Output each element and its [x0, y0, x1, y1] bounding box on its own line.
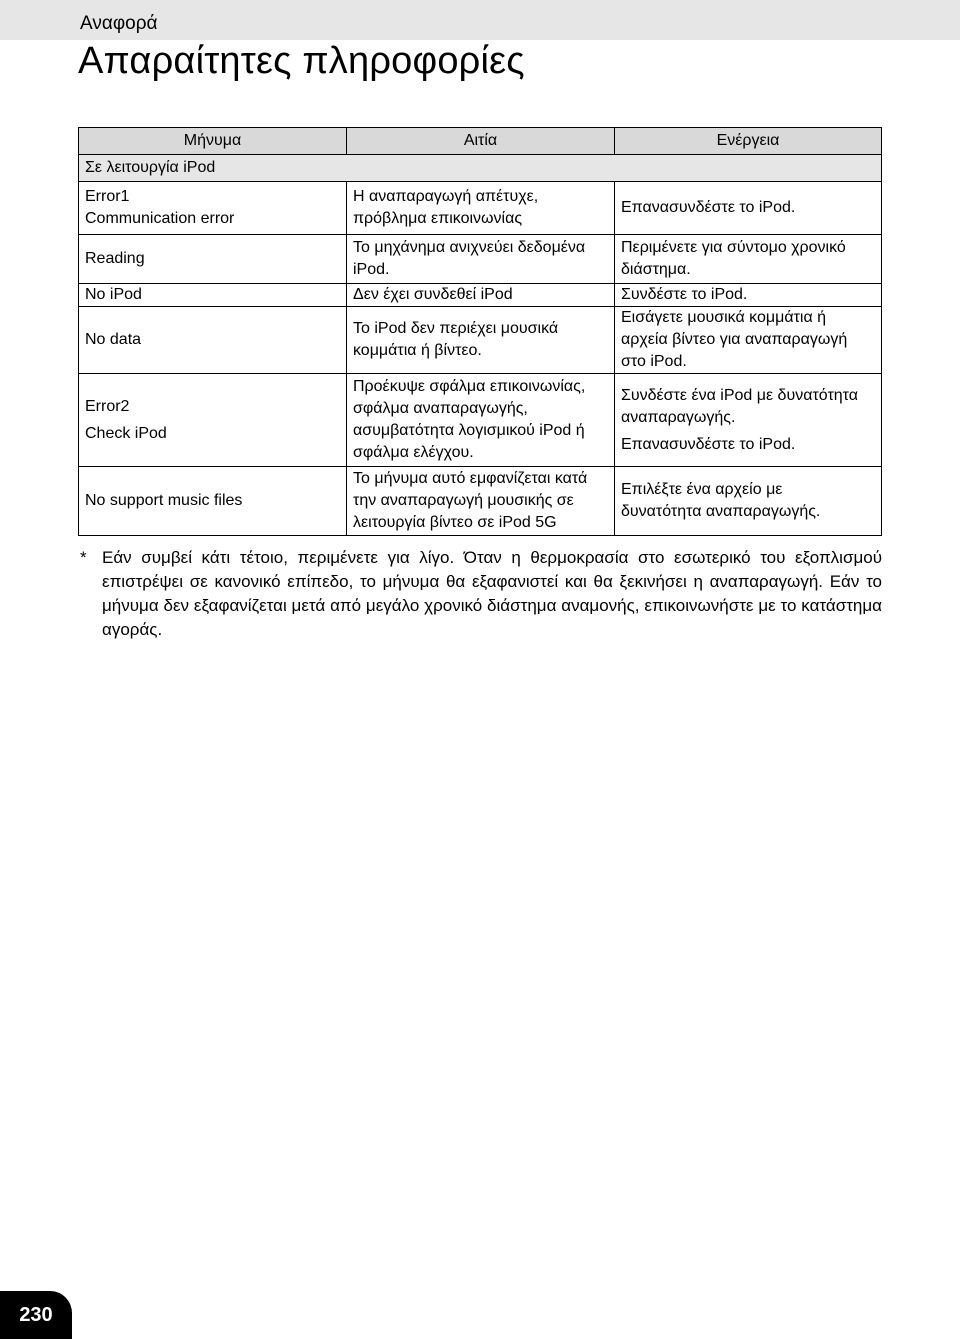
action-text: Επανασυνδέστε το iPod.	[621, 435, 796, 453]
section-label: Αναφορά	[80, 13, 158, 34]
page-number: 230	[0, 1291, 72, 1339]
table-row	[79, 182, 882, 235]
footnote-text: Εάν συμβεί κάτι τέτοιο, περιμένετε για λίγο. Όταν η θερμοκρασία στο εσωτερικό του εξοπλισμού επιστρέψει σε κανονικό επίπεδο, το μήνυμα θα εξαφανιστεί και θα ξεκινήσει η αναπαραγωγή. Εάν το μήνυμα δεν εξαφανίζεται μετά από μεγάλο χρονικό διάστημα αναμονής, επικοινωνήστε με το κατάστημα αγοράς.	[102, 548, 882, 639]
cause-cell	[347, 374, 615, 467]
column-header-cause: Αιτία	[347, 128, 615, 155]
cause-text: σφάλμα αναπαραγωγής,	[353, 400, 528, 417]
cause-text: πρόβλημα επικοινωνίας	[353, 210, 523, 227]
action-text: στο iPod.	[621, 353, 687, 370]
cause-text: κομμάτια ή βίντεο.	[353, 342, 482, 359]
action-cell	[615, 374, 882, 467]
message-cell	[79, 182, 347, 235]
action-cell	[615, 182, 882, 235]
footnote-marker: *	[80, 548, 87, 567]
column-header-message: Μήνυμα	[79, 128, 347, 155]
cause-cell	[347, 235, 615, 284]
message-text: No iPod	[85, 286, 142, 303]
message-text: No support music files	[85, 492, 243, 509]
cause-cell	[347, 307, 615, 374]
column-header-action: Ενέργεια	[615, 128, 882, 155]
action-text: αρχεία βίντεο για αναπαραγωγή	[621, 331, 848, 348]
table-header-row	[79, 128, 882, 155]
cause-cell	[347, 182, 615, 235]
action-text: αναπαραγωγής.	[621, 408, 736, 426]
action-text: δυνατότητα αναπαραγωγής.	[621, 503, 821, 520]
cause-text: σφάλμα ελέγχου.	[353, 444, 474, 461]
message-cell	[79, 235, 347, 284]
cause-cell	[347, 467, 615, 536]
action-cell	[615, 467, 882, 536]
cause-text: Δεν έχει συνδεθεί iPod	[353, 286, 513, 303]
message-cell	[79, 284, 347, 307]
table-group-row	[79, 155, 882, 182]
action-text: Επιλέξτε ένα αρχείο με	[621, 481, 783, 498]
table-row	[79, 235, 882, 284]
cause-cell	[347, 284, 615, 307]
footnote	[80, 546, 882, 642]
table-row	[79, 284, 882, 307]
page-title: Απαραίτητες πληροφορίες	[78, 40, 525, 82]
cause-text: iPod.	[353, 261, 390, 278]
action-text: Συνδέστε το iPod.	[621, 286, 748, 303]
message-text: Reading	[85, 250, 145, 267]
action-cell	[615, 284, 882, 307]
group-label: Σε λειτουργία iPod	[79, 155, 882, 182]
action-text: Επανασυνδέστε το iPod.	[621, 199, 796, 216]
action-text: διάστημα.	[621, 261, 691, 278]
cause-text: ασυμβατότητα λογισμικού iPod ή	[353, 422, 585, 439]
cause-text: λειτουργία βίντεο σε iPod 5G	[353, 514, 557, 531]
message-cell	[79, 374, 347, 467]
table-row	[79, 374, 882, 467]
message-text: Error1	[85, 188, 130, 205]
error-message-table	[78, 127, 882, 536]
message-text: Communication error	[85, 210, 235, 227]
cause-text: την αναπαραγωγή μουσικής σε	[353, 492, 574, 509]
cause-text: Το iPod δεν περιέχει μουσικά	[353, 320, 559, 337]
cause-text: Το μηχάνημα ανιχνεύει δεδομένα	[353, 239, 586, 256]
action-text: Συνδέστε ένα iPod με δυνατότητα	[621, 386, 859, 404]
action-text: Περιμένετε για σύντομο χρονικό	[621, 239, 846, 256]
action-text: Εισάγετε μουσικά κομμάτια ή	[621, 309, 827, 326]
message-text: No data	[85, 331, 142, 348]
cause-text: Το μήνυμα αυτό εμφανίζεται κατά	[353, 470, 588, 487]
cause-text: Προέκυψε σφάλμα επικοινωνίας,	[353, 378, 586, 395]
message-cell	[79, 467, 347, 536]
message-text: Error2	[85, 397, 130, 415]
table-row	[79, 307, 882, 374]
message-text: Check iPod	[85, 424, 167, 442]
action-cell	[615, 307, 882, 374]
cause-text: Η αναπαραγωγή απέτυχε,	[353, 188, 539, 205]
message-cell	[79, 307, 347, 374]
table-row	[79, 467, 882, 536]
action-cell	[615, 235, 882, 284]
